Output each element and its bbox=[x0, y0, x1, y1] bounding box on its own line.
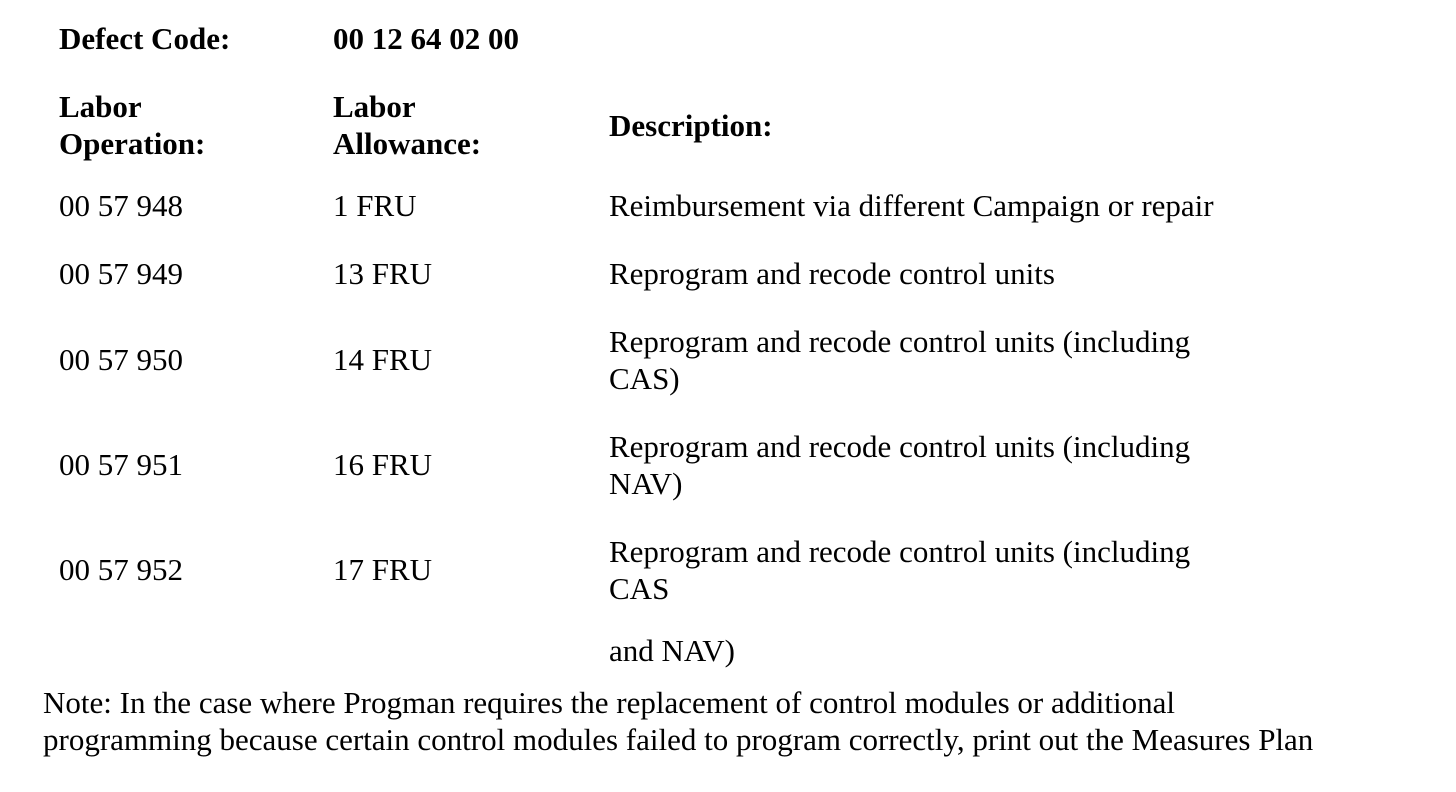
row-3-description-line1: Reprogram and recode control units (including bbox=[609, 324, 1191, 359]
row-3-operation: 00 57 950 bbox=[59, 342, 183, 377]
row-2-operation: 00 57 949 bbox=[59, 256, 183, 291]
defect-code-value: 00 12 64 02 00 bbox=[333, 21, 519, 56]
row-4-description-line1: Reprogram and recode control units (including bbox=[609, 429, 1191, 464]
header-labor-allowance-line2: Allowance: bbox=[333, 126, 482, 161]
row-1-allowance: 1 FRU bbox=[333, 188, 417, 223]
note-line1: Note: In the case where Progman requires the replacement of control modules or additional bbox=[43, 685, 1175, 720]
defect-code-label: Defect Code: bbox=[59, 21, 231, 56]
row-5-description-line3: and NAV) bbox=[609, 633, 735, 668]
row-5-description-line1: Reprogram and recode control units (including bbox=[609, 534, 1191, 569]
row-1-operation: 00 57 948 bbox=[59, 188, 183, 223]
row-2-allowance: 13 FRU bbox=[333, 256, 433, 291]
row-5-operation: 00 57 952 bbox=[59, 552, 183, 587]
row-4-operation: 00 57 951 bbox=[59, 447, 183, 482]
row-1-description: Reimbursement via different Campaign or repair bbox=[609, 188, 1214, 223]
note-line2: programming because certain control modules failed to program correctly, print out the Measures Plan bbox=[43, 722, 1314, 757]
row-2-description: Reprogram and recode control units bbox=[609, 256, 1055, 291]
header-labor-operation-line2: Operation: bbox=[59, 126, 206, 161]
row-4-allowance: 16 FRU bbox=[333, 447, 433, 482]
header-description: Description: bbox=[609, 108, 773, 143]
row-5-description-line2: CAS bbox=[609, 571, 670, 606]
header-labor-operation-line1: Labor bbox=[59, 89, 142, 124]
header-labor-allowance-line1: Labor bbox=[333, 89, 416, 124]
row-5-allowance: 17 FRU bbox=[333, 552, 433, 587]
row-3-description-line2: CAS) bbox=[609, 361, 680, 396]
row-4-description-line2: NAV) bbox=[609, 466, 683, 501]
row-3-allowance: 14 FRU bbox=[333, 342, 433, 377]
